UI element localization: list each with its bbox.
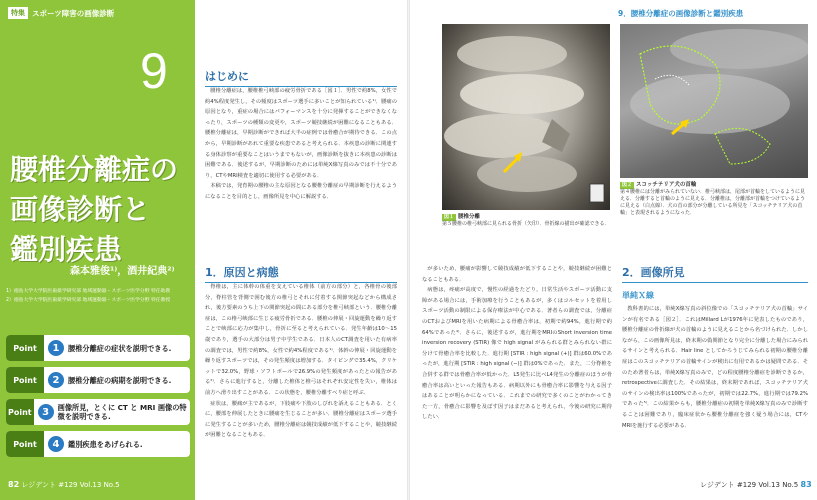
figure-2-caption: [620, 182, 808, 217]
right-folio: [700, 480, 812, 490]
point-item: [6, 367, 190, 393]
right-column-2-body: [622, 304, 808, 476]
paragraph: 本稿では，発育期の腰椎の主な原因となる腰椎分離症の早期診断を行えるようになることを目的とし，画像所見を中心に解説する．: [205, 183, 397, 200]
authors: 森本雅俊¹⁾，酒井紀典²⁾: [70, 266, 175, 277]
article-number: 9: [140, 43, 168, 99]
figure-1-ct-image: [442, 24, 610, 210]
figure-2-title: スコッチテリア犬の首輪: [636, 182, 697, 188]
section1-heading: 1．原因と病態: [205, 264, 397, 283]
figure-2-graphic: [620, 24, 808, 178]
paragraph: 症状は，腰痛が主であるが，下肢痛や下肢のしびれを訴えることもある．とくに，腰部を伸展したときに腰痛を生じることが多い．腰椎分離症はスポーツ選手に発生することが多いため，腰椎分離症は競技成績が低下することや，競技継続が困難となることもある．: [205, 400, 397, 439]
figure-2-badge: 図２: [622, 182, 633, 188]
running-head: 9．腰椎分離症の画像診断と鑑別疾患: [618, 9, 744, 18]
figure-1-badge: 図１: [444, 214, 455, 220]
right-column-1-body: [422, 264, 612, 474]
figure-1-graphic: [442, 24, 610, 210]
paragraph: 腰椎分離症は，腰椎椎弓峡部の疲労骨折である［図１］．男性で約8%，女性で約4%程度発生し，その頻度はスポーツ選手に多いことが知られている¹⁾．腰痛の原因となり，重症の場合にはパフォーマンスを十分に発揮することができなくなったり，スポーツの種類の変更や，スポーツ競技継続が困難になることもある．腰椎分離症は，早期診断ができれば大半の症例では骨癒合が期待できる．この点から，早期診断があれて重要な疾患であると考えられる．本疾患の診断に関連する身体診察が重要なことはいうまでもないが，画像診断を抜きに本疾患の診断は困難である．後述するが，早期診断のためには単純X線写真のみでは不十分であり，CTやMRI検査を適切に使用する必要がある．: [205, 88, 397, 179]
point-text: 腰椎分離症の症状を説明できる.: [68, 343, 172, 353]
point-label: Point: [6, 367, 44, 393]
article-title: [10, 150, 192, 270]
right-page-number: 83: [800, 480, 812, 489]
intro-body: [205, 86, 397, 252]
gutter: [407, 0, 410, 500]
section1-body: [205, 282, 397, 478]
point-text: 画像所見，とくに CT と MRI 画像の特徴を説明できる.: [57, 403, 187, 421]
figure-1-caption: [442, 214, 610, 228]
figure-1-title: 腰椎分離: [458, 214, 481, 220]
feature-tag-text: スポーツ障害の画像診断: [32, 8, 115, 18]
point-number: 2: [48, 372, 64, 388]
left-page-number: 82: [8, 480, 20, 489]
paragraph: が多いため，腰痛が影響して競技成績が低下することや，競技継続が困難となることもある．: [422, 266, 612, 283]
point-number: 3: [38, 404, 54, 420]
point-item: [6, 431, 190, 457]
point-number: 4: [48, 436, 64, 452]
feature-tag: [8, 7, 114, 19]
point-text: 腰椎分離症の病期を説明できる.: [68, 375, 172, 385]
paragraph: 脊椎は，主に体幹の体重を支えている椎体（前方の部分）と，各椎骨の後部分，脊柱管を背側で囲む後方の椎弓とそれに付着する関節突起などから構成され，後方要素のうち上下の関節突起の間にある部分を椎弓峡部という．腰椎分離症は，この椎弓峡部に生じる疲労骨折である．腰椎の伸展・回旋運動を繰り返すことで峡部に応力が集中し，骨折に至ると考えられている．発生年齢は10〜15歳であり，選手の大部分は男子中学生である．日本人のCT調査を用いた有病率の調査では，男性で約8%，女性で約4%程度である¹⁾．体幹の伸展・回旋運動を繰り返すスポーツでは，その発生頻度は増加する．タイピングで35.4%，クリケットで32.0%，野球・ソフトボールで26.9%の発生頻度があったとの報告がある²⁾．さらに進行すると，分離した椎体と椎弓はそれぞれ安定性を失い，椎体は前方へ滑り出すことがある．この状態を，腰椎分離すべり症と呼ぶ．: [205, 284, 397, 396]
point-text: 鑑別疾患をあげられる.: [68, 439, 143, 449]
left-folio: [8, 480, 120, 490]
point-number: 1: [48, 340, 64, 356]
title-line: 画像診断と: [10, 193, 151, 226]
point-label: Point: [6, 335, 44, 361]
left-green-panel: [0, 0, 195, 500]
point-label: Point: [6, 399, 34, 425]
title-line: 腰椎分離症の: [10, 153, 179, 186]
affiliation-2: 2）徳島大学大学院医歯薬学研究部 地域運動器・スポーツ医学分野 特任教授: [6, 298, 171, 303]
paragraph: 病態は，疼痛が高度で，慢性の経過をたどり，日常生活やスポーツ活動に支障がある場合には，手術加療を行うこともあるが，多くはコルセットを着用しスポーツ活動の制限による保存療法が中心である．著者らの調査では，分離症のCTおよびMRIを用いた病期による骨癒合率は，初期で約94%，進行期で約64%であった⁴⁾．さらに，後述するが，進行期をMRIのShort inversion time inversion recovery (STIR) 像で high signal がみられる群とみられない群に分けて骨癒合率を比較した．進行期 [STIR : high signal (+)] 群は60.0%であったが，進行期 [STIR : high signal (−)] 群は0%であった．また，二分脊椎を合併する群では骨癒合率が低かった．L5発生に比べL4発生の分離症のほうが骨癒合率は高いといった報告もある．病期以外にも骨癒合率に影響を与える因子はあることが明らかになっている．これまでの研究で多くのことがわかってきた一方，骨癒合に影響を及ぼす因子はまだあると考えられ，今後の研究に期待したい．: [422, 287, 612, 421]
title-line: 鑑別疾患: [10, 233, 123, 266]
left-folio-text: レジデント #129 Vol.13 No.5: [21, 481, 120, 489]
intro-heading: はじめに: [205, 68, 397, 87]
section2-subheading: 単純Ｘ線: [622, 291, 654, 300]
feature-tag-box: 特集: [8, 7, 28, 19]
point-label: Point: [6, 431, 44, 457]
figure-1-description: 第５腰椎の椎弓峡部に見られる骨折（矢印）．骨折線の描出が確認できる．: [442, 221, 610, 227]
learning-points: [6, 335, 190, 463]
figure-2-description: 第４腰椎には分離がみられていない．椎弓峡部は，尾部が首輪をしているように見える．分離すると首輪のように見える．分離椎は，分離部が首輪をつけているように見える（白点線）．犬の首の部分が分離している所見を「スコッチテリア犬の首輪」と表現されるようになった．: [620, 189, 806, 216]
point-item: [6, 335, 190, 361]
point-item: [6, 399, 190, 425]
paragraph: 教科書的には，単純X線写真の斜位像での「スコッチテリア犬の首輪」サインが有名である［図２］．これはMillard Lが1976年に発表したものであり，腰椎分離症の骨折線が犬の首輪のように見えることから名づけられた．しかしながら，この画像所見は，終末期の偽関節となり完全に分離した場合にみられるサインと考えられる．Hair line としてかろうじてみられる初期の腰椎分離症はこのスコッチテリアの首輪サインが検出に有用であるかは疑問である．そのため著者らは，単純X線写真のみで，どの程度腰椎分離症を診断できるか，retrospectiveに調査した．その結果は，終末期であれば，スコッチテリア犬のサインの検出率は100%であったが，初期では22.7%，進行期では79.2%であった⁵⁾．この結果からも，腰椎分離症の初期を単純X線写真のみで診断することは困難であり，臨床症状から腰椎分離症を強く疑う場合には，CTやMRIを施行する必要がある．: [622, 306, 808, 429]
right-folio-text: レジデント #129 Vol.13 No.5: [700, 481, 799, 489]
figure-2-xray-image: [620, 24, 808, 178]
section2-heading: 2．画像所見: [622, 264, 808, 283]
affiliation-1: 1）徳島大学大学院医歯薬学研究部 地域運動器・スポーツ医学分野 特任助教: [6, 289, 171, 294]
